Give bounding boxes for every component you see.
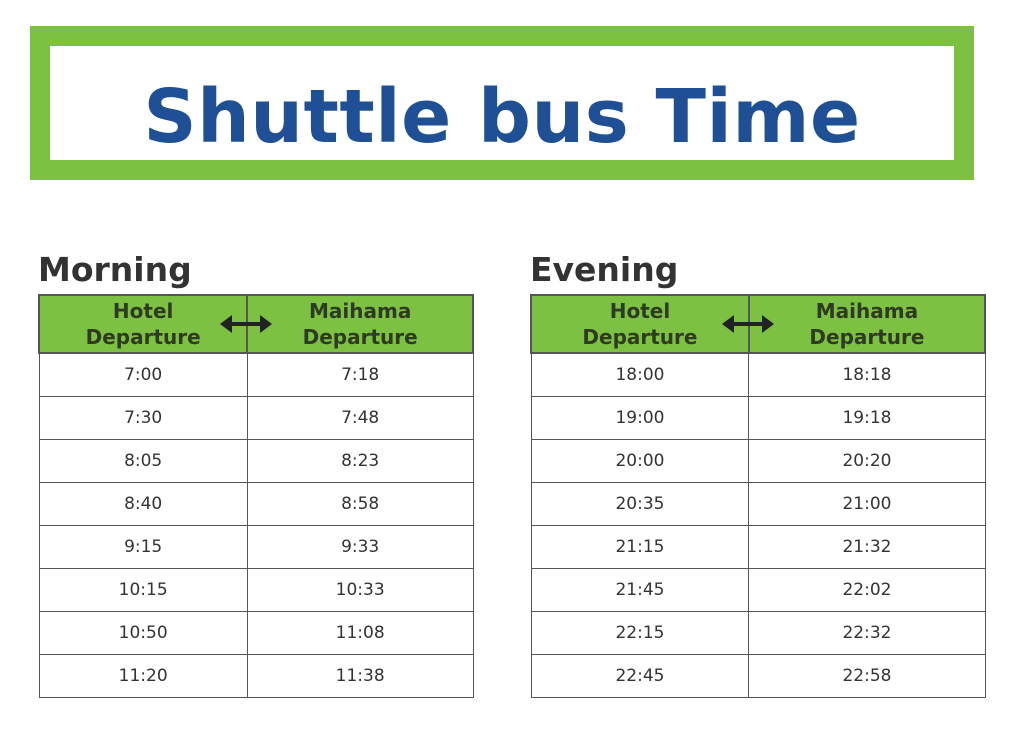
table-row (39, 353, 473, 397)
table-row (531, 526, 985, 569)
hotel-departure-time: 11:20 (39, 655, 247, 698)
table-row (531, 655, 985, 698)
maihama-departure-time: 11:08 (247, 612, 473, 655)
table-row (531, 440, 985, 483)
header-label: Maihama Departure (809, 299, 925, 349)
maihama-departure-time: 10:33 (247, 569, 473, 612)
double-arrow-icon (220, 313, 272, 335)
hotel-departure-time: 8:05 (39, 440, 247, 483)
table-row (39, 483, 473, 526)
evening-title: Evening (530, 250, 679, 289)
hotel-departure-header (39, 295, 247, 353)
maihama-departure-time: 21:00 (749, 483, 985, 526)
table-row (531, 612, 985, 655)
maihama-departure-time: 22:02 (749, 569, 985, 612)
hotel-departure-time: 19:00 (531, 397, 749, 440)
title-banner (30, 26, 974, 180)
maihama-departure-time: 7:18 (247, 353, 473, 397)
header-label: Hotel Departure (582, 299, 698, 349)
hotel-departure-time: 20:00 (531, 440, 749, 483)
hotel-departure-time: 10:50 (39, 612, 247, 655)
table-row (531, 397, 985, 440)
hotel-departure-time: 10:15 (39, 569, 247, 612)
hotel-departure-time: 8:40 (39, 483, 247, 526)
header-label: Hotel Departure (85, 299, 201, 349)
maihama-departure-time: 11:38 (247, 655, 473, 698)
table-row (39, 397, 473, 440)
page-title: Shuttle bus Time (143, 74, 861, 160)
table-row (39, 612, 473, 655)
hotel-departure-time: 20:35 (531, 483, 749, 526)
maihama-departure-header (749, 295, 985, 353)
maihama-departure-time: 21:32 (749, 526, 985, 569)
morning-section (38, 248, 474, 698)
table-row (39, 440, 473, 483)
hotel-departure-time: 7:00 (39, 353, 247, 397)
maihama-departure-time: 9:33 (247, 526, 473, 569)
hotel-departure-time: 22:45 (531, 655, 749, 698)
morning-title: Morning (38, 250, 192, 289)
evening-schedule-table (530, 294, 986, 698)
double-arrow-icon (722, 313, 774, 335)
hotel-departure-time: 9:15 (39, 526, 247, 569)
table-header-row (531, 295, 985, 353)
maihama-departure-time: 19:18 (749, 397, 985, 440)
evening-section (530, 248, 986, 698)
maihama-departure-time: 18:18 (749, 353, 985, 397)
maihama-departure-time: 8:23 (247, 440, 473, 483)
table-row (531, 569, 985, 612)
header-label: Maihama Departure (302, 299, 418, 349)
hotel-departure-header (531, 295, 749, 353)
table-row (531, 353, 985, 397)
table-row (39, 526, 473, 569)
table-header-row (39, 295, 473, 353)
maihama-departure-time: 20:20 (749, 440, 985, 483)
table-row (39, 569, 473, 612)
hotel-departure-time: 22:15 (531, 612, 749, 655)
hotel-departure-time: 18:00 (531, 353, 749, 397)
maihama-departure-time: 22:58 (749, 655, 985, 698)
table-row (39, 655, 473, 698)
hotel-departure-time: 21:45 (531, 569, 749, 612)
table-row (531, 483, 985, 526)
maihama-departure-header (247, 295, 473, 353)
maihama-departure-time: 22:32 (749, 612, 985, 655)
maihama-departure-time: 7:48 (247, 397, 473, 440)
morning-schedule-table (38, 294, 474, 698)
hotel-departure-time: 7:30 (39, 397, 247, 440)
maihama-departure-time: 8:58 (247, 483, 473, 526)
hotel-departure-time: 21:15 (531, 526, 749, 569)
